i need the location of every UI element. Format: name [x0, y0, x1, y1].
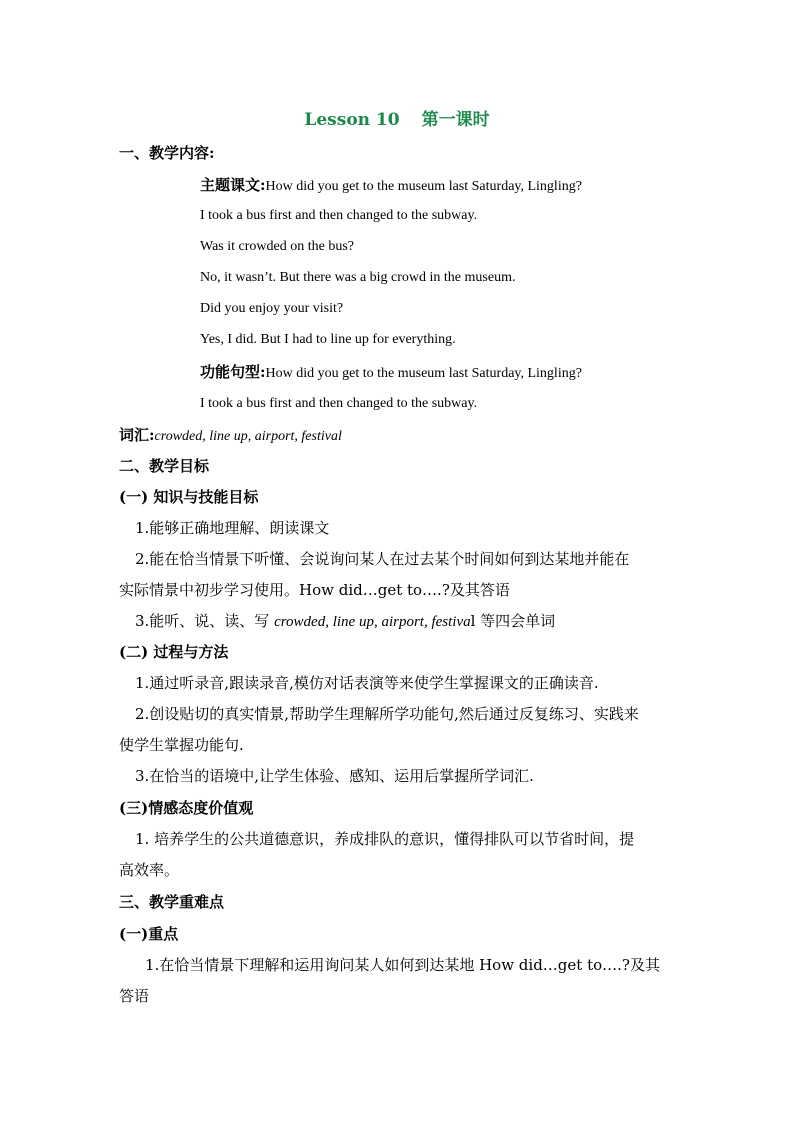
process-item: 3.在恰当的语境中,让学生体验、感知、运用后掌握所学词汇. [135, 767, 534, 785]
key-point-item: 1.在恰当情景下理解和运用询问某人如何到达某地 How did…get to….?及其 [145, 956, 660, 974]
objective-item: 1.能够正确地理解、朗读课文 [135, 519, 330, 537]
objective-item-words: crowded, line up, airport, festiva [274, 614, 471, 630]
main-text-line [200, 175, 582, 197]
dialogue-line: Was it crowded on the bus? [200, 239, 354, 254]
lesson-period: 第一课时 [421, 110, 490, 130]
vocabulary-words: crowded, line up, airport, festival [154, 429, 342, 444]
key-point-item-continued: 答语 [119, 987, 150, 1005]
dialogue-line: I took a bus first and then changed to the subway. [200, 208, 478, 223]
objective-item-suffix: l 等四会单词 [470, 612, 556, 630]
function-sentence-label: 功能句型: [200, 363, 266, 381]
dialogue-line: Did you enjoy your visit? [200, 301, 344, 316]
section-3-heading: 三、教学重难点 [119, 893, 225, 911]
section-1-heading: 一、教学内容: [119, 144, 215, 162]
objective-item [135, 611, 555, 632]
function-sentence-line [200, 362, 582, 384]
lesson-number: Lesson 10 [304, 110, 400, 130]
dialogue-line: No, it wasn’t. But there was a big crowd in the museum. [200, 270, 516, 285]
lesson-title [0, 105, 794, 130]
main-text-label: 主题课文: [200, 176, 266, 194]
objective-item-prefix: 3.能听、说、读、写 [135, 612, 275, 630]
values-item-continued: 高效率。 [119, 861, 180, 879]
values-item: 1. 培养学生的公共道德意识，养成排队的意识，懂得排队可以节省时间，提 [135, 830, 635, 848]
vocabulary-label: 词汇: [119, 426, 155, 444]
subsection-knowledge-skills: (一) 知识与技能目标 [119, 488, 259, 506]
subsection-process-method: (二) 过程与方法 [119, 643, 229, 661]
subsection-emotion-values: (三)情感态度价值观 [119, 799, 254, 817]
function-sentence-first: How did you get to the museum last Saturday, Lingling? [265, 366, 582, 381]
section-2-heading: 二、教学目标 [119, 457, 210, 475]
main-text-first: How did you get to the museum last Saturday, Lingling? [265, 179, 582, 194]
objective-item-continued: 实际情景中初步学习使用。How did…get to….?及其答语 [119, 581, 510, 599]
process-item-continued: 使学生掌握功能句. [119, 736, 244, 754]
process-item: 2.创设贴切的真实情景,帮助学生理解所学功能句,然后通过反复练习、实践来 [135, 705, 639, 723]
vocabulary-line [119, 425, 342, 447]
subsection-key-points: (一)重点 [119, 925, 179, 943]
dialogue-line: Yes, I did. But I had to line up for everything. [200, 332, 456, 347]
function-sentence-second: I took a bus first and then changed to the subway. [200, 396, 478, 411]
process-item: 1.通过听录音,跟读录音,模仿对话表演等来使学生掌握课文的正确读音. [135, 674, 599, 692]
objective-item: 2.能在恰当情景下听懂、会说询问某人在过去某个时间如何到达某地并能在 [135, 550, 630, 568]
